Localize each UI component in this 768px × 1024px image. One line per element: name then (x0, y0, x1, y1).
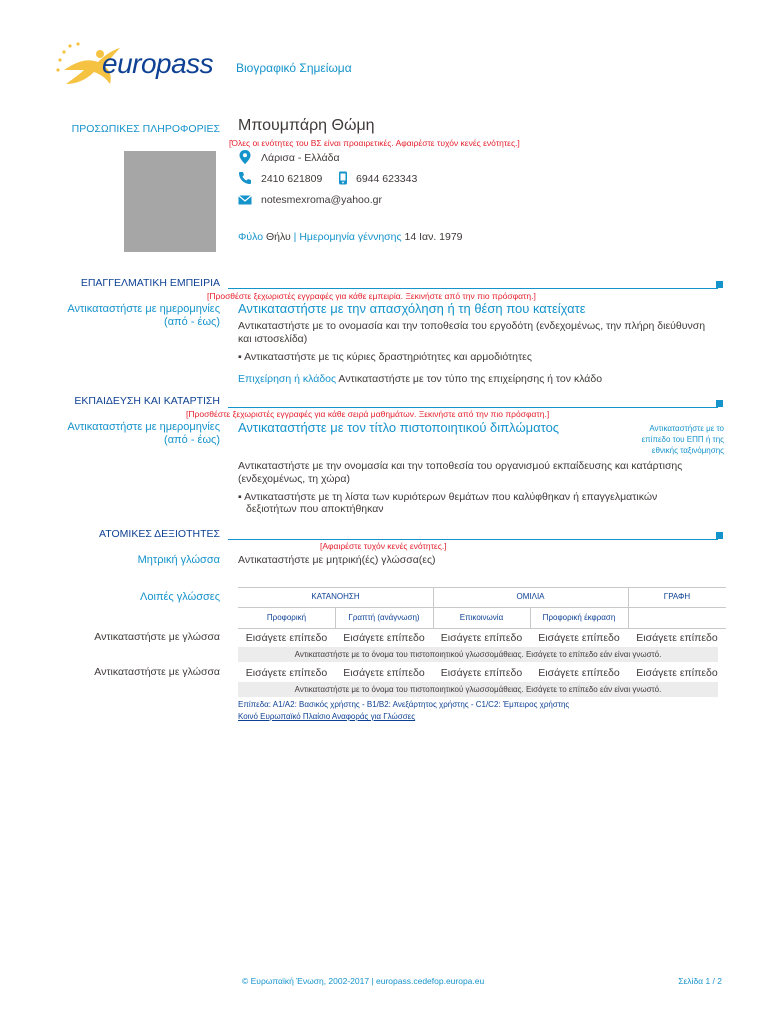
levels-legend: Επίπεδα: Α1/Α2: Βασικός χρήστης - Β1/Β2: Ανεξάρτητος χρήστης - C1/C2: Έμπειρος χρήστης (238, 700, 570, 709)
europass-logo (54, 40, 224, 90)
level-production: Εισάγετε επίπεδο (538, 667, 620, 679)
education-dates-line2: (από - έως) (164, 434, 220, 446)
level-interaction: Εισάγετε επίπεδο (440, 667, 523, 679)
language-name: Αντικαταστήστε με γλώσσα (94, 666, 220, 678)
level-writing: Εισάγετε επίπεδο (636, 632, 718, 644)
work-experience-heading: ΕΠΑΓΓΕΛΜΑΤΙΚΗ ΕΜΠΕΙΡΙΑ (80, 277, 220, 289)
experience-bullet-text: Αντικαταστήστε με τις κύριες δραστηριότητες και αρμοδιότητες (244, 351, 532, 363)
sub-production: Προφορική έκφραση (542, 613, 616, 622)
email-icon (238, 193, 252, 207)
mother-tongue-value: Αντικαταστήστε με μητρική(ές) γλώσσα(ες) (238, 554, 436, 566)
education-note: [Προσθέστε ξεχωριστές εγγραφές για κάθε σειρά μαθημάτων. Ξεκινήστε από την πιο πρόσφατη.] (186, 409, 550, 419)
level-production: Εισάγετε επίπεδο (538, 632, 620, 644)
experience-title: Αντικαταστήστε με την απασχόληση ή τη θέση που κατείχατε (238, 301, 586, 316)
language-table-header (238, 587, 726, 629)
gender-birth-line (238, 230, 463, 244)
level-reading: Εισάγετε επίπεδο (343, 667, 425, 679)
level-writing: Εισάγετε επίπεδο (636, 667, 718, 679)
sector-label: Επιχείρηση ή κλάδος (238, 373, 337, 385)
head-speaking: ΟΜΙΛΙΑ (516, 592, 545, 601)
experience-dates-line1: Αντικαταστήστε με ημερομηνίες (67, 303, 220, 315)
phone-number: 2410 621809 (261, 173, 323, 185)
sub-listening: Προφορική (266, 613, 307, 622)
education-bullet-1: ▪ Αντικαταστήστε με τη λίστα των κυριότερων θεμάτων που καλύφθηκαν ή επαγγελματικών (238, 491, 658, 503)
location-icon (238, 150, 252, 164)
gender-value: Θήλυ (265, 231, 291, 243)
table-rule-top (238, 587, 726, 588)
sector-line (238, 372, 602, 386)
education-dates-line1: Αντικαταστήστε με ημερομηνίες (67, 421, 220, 433)
europass-logo-text: europass (102, 48, 214, 79)
language-certificate: Αντικαταστήστε με το όνομα του πιστοποιητικού γλωσσομάθειας. Εισάγετε το επίπεδο εάν είναι γνωστό. (238, 682, 718, 697)
section-marker (716, 400, 723, 407)
section-divider (228, 539, 718, 540)
person-name: Μπουμπάρη Θώμη (238, 117, 375, 134)
address: Λάρισα - Ελλάδα (261, 152, 340, 164)
cefr-link[interactable]: Κοινό Ευρωπαϊκό Πλαίσιο Αναφοράς για Γλώσσες (238, 712, 416, 721)
organisation-line-1: Αντικαταστήστε με την ονομασία και την τοποθεσία του οργανισμού εκπαίδευσης και κατάρτισης (238, 460, 683, 472)
level-interaction: Εισάγετε επίπεδο (440, 632, 523, 644)
sector-value: Αντικαταστήστε με τον τύπο της επιχείρησης ή τον κλάδο (338, 373, 603, 385)
personal-note: [Όλες οι ενότητες του ΒΣ είναι προαιρετικές. Αφαιρέστε τυχόν κενές ενότητες.] (229, 138, 520, 148)
section-marker (716, 281, 723, 288)
eqf-line3: εθνικής ταξινόμησης (651, 446, 724, 455)
footer-copyright: © Ευρωπαϊκή Ένωση, 2002-2017 | europass.cedefop.europa.eu (242, 976, 485, 986)
section-marker (716, 532, 723, 539)
eqf-line2: επίπεδο του ΕΠΠ ή της (641, 435, 724, 444)
table-vline (433, 587, 434, 629)
mother-tongue-label: Μητρική γλώσσα (137, 554, 220, 566)
email-link[interactable]: notesmexroma@yahoo.gr (261, 194, 382, 206)
employer-line-2: και ιστοσελίδα) (238, 333, 308, 345)
birth-value: 14 Ιαν. 1979 (404, 231, 463, 243)
sub-reading: Γραπτή (ανάγνωση) (348, 613, 420, 622)
level-listening: Εισάγετε επίπεδο (245, 632, 328, 644)
personal-skills-heading: ΑΤΟΜΙΚΕΣ ΔΕΞΙΟΤΗΤΕΣ (99, 528, 220, 540)
table-rule-bottom (238, 628, 726, 629)
sub-interaction: Επικοινωνία (459, 613, 504, 622)
language-certificate: Αντικαταστήστε με το όνομα του πιστοποιητικού γλωσσομάθειας. Εισάγετε το επίπεδο εάν είναι γνωστό. (238, 647, 718, 662)
level-listening: Εισάγετε επίπεδο (245, 667, 328, 679)
birth-label: Ημερομηνία γέννησης (299, 231, 402, 243)
education-bullet-text: Αντικαταστήστε με τη λίστα των κυριότερων θεμάτων που καλύφθηκαν ή επαγγελματικών (244, 491, 658, 503)
mobile-number: 6944 623343 (356, 173, 418, 185)
level-reading: Εισάγετε επίπεδο (343, 632, 425, 644)
gender-label: Φύλο (238, 231, 264, 243)
education-dates (67, 421, 220, 447)
mobile-icon (336, 171, 350, 185)
experience-bullet: ▪ Αντικαταστήστε με τις κύριες δραστηριότητες και αρμοδιότητες (238, 351, 532, 363)
personal-info-heading: ΠΡΟΣΩΠΙΚΕΣ ΠΛΗΡΟΦΟΡΙΕΣ (71, 123, 220, 135)
experience-dates (67, 303, 220, 329)
experience-note: [Προσθέστε ξεχωριστές εγγραφές για κάθε εμπειρία. Ξεκινήστε από την πιο πρόσφατη.] (207, 291, 536, 301)
document-title: Βιογραφικό Σημείωμα (236, 61, 352, 75)
section-divider (228, 407, 718, 408)
other-languages-label: Λοιπές γλώσσες (140, 591, 220, 603)
eqf-level (620, 423, 724, 456)
language-name: Αντικαταστήστε με γλώσσα (94, 631, 220, 643)
photo-placeholder (124, 151, 216, 252)
table-vline (628, 587, 629, 629)
phone-icon (238, 171, 252, 185)
education-bullet-2: δεξιοτήτων που αποκτήθηκαν (246, 503, 384, 515)
head-writing: ΓΡΑΦΗ (663, 592, 691, 601)
employer-line-1: Αντικαταστήστε με το ονομασία και την τοποθεσία του εργοδότη (ενδεχομένως, την πλήρη διεύθυνση (238, 320, 706, 332)
experience-dates-line2: (από - έως) (164, 316, 220, 328)
skills-note: [Αφαιρέστε τυχόν κενές ενότητες.] (320, 541, 447, 551)
organisation-line-2: (ενδεχομένως, τη χώρα) (238, 473, 350, 485)
page-number: Σελίδα 1 / 2 (678, 976, 722, 986)
eqf-line1: Αντικαταστήστε με το (649, 424, 724, 433)
separator: | (293, 231, 297, 243)
education-title: Αντικαταστήστε με τον τίτλο πιστοποιητικού διπλώματος (238, 420, 560, 435)
head-understanding: ΚΑΤΑΝΟΗΣΗ (311, 592, 360, 601)
table-rule-mid (238, 607, 726, 608)
education-heading: ΕΚΠΑΙΔΕΥΣΗ ΚΑΙ ΚΑΤΑΡΤΙΣΗ (74, 395, 220, 407)
section-divider (228, 288, 718, 289)
